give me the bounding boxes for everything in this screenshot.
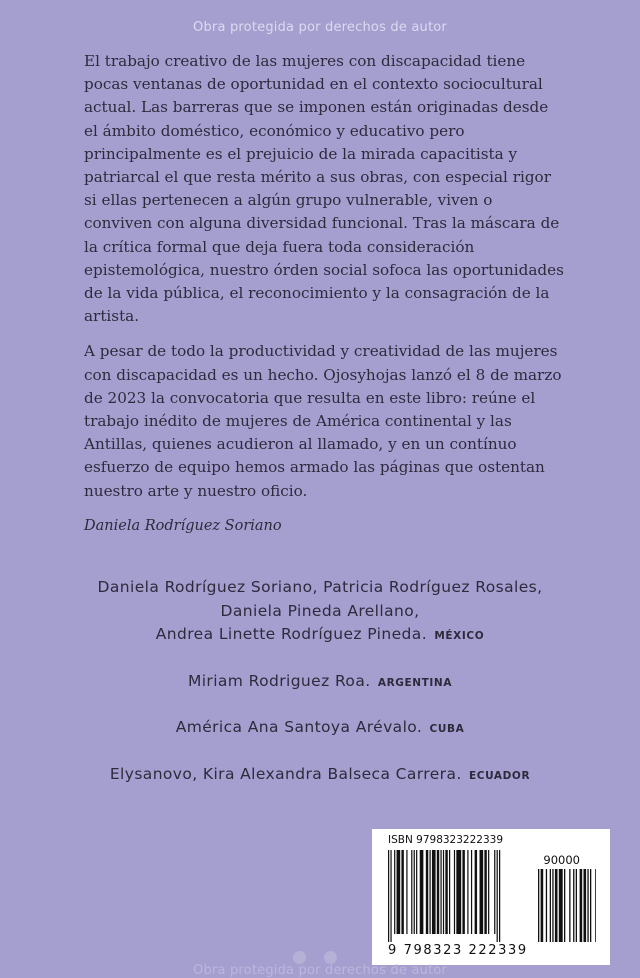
barcode-bar <box>401 850 403 934</box>
barcode-bar <box>584 869 587 942</box>
barcode-bar <box>426 850 428 934</box>
author-line <box>0 763 640 789</box>
barcode-bar <box>541 869 544 942</box>
author-name: Elysanovo, Kira Alexandra Balseca Carrera. <box>109 764 462 783</box>
watermark-top: Obra protegida por derechos de autor <box>193 20 447 35</box>
author-group-cuba <box>0 716 640 742</box>
isbn-label: ISBN 9798323222339 <box>388 834 504 846</box>
barcode-bar <box>471 850 472 934</box>
isbn-barcode <box>372 829 610 965</box>
barcode-bar <box>576 869 577 942</box>
barcode-bar <box>488 850 489 934</box>
barcode-bar <box>580 869 583 942</box>
barcode-bar <box>440 850 441 934</box>
barcode-bar <box>414 850 415 934</box>
barcode-bar <box>573 869 574 942</box>
barcode-bar <box>467 850 468 934</box>
back-cover-synopsis <box>84 50 564 550</box>
isbn-digits: 9 798323 222339 <box>388 943 528 958</box>
barcode-bar <box>550 869 551 942</box>
price-code: 90000 <box>543 853 580 867</box>
barcode-bars <box>388 850 528 942</box>
barcode-bar <box>497 850 498 942</box>
barcode-bar <box>590 869 591 942</box>
barcode-bar <box>394 850 395 934</box>
barcode-bar <box>569 869 570 942</box>
author-line: Daniela Rodríguez Soriano, Patricia Rodríguez Rosales, <box>97 578 543 596</box>
barcode-bar <box>595 869 596 942</box>
barcode-bar <box>454 850 455 934</box>
barcode-bar <box>462 850 464 934</box>
author-group-argentina <box>0 670 640 696</box>
barcode-bar <box>456 850 461 934</box>
author-line <box>0 716 640 742</box>
barcode-addon-bars <box>538 869 596 942</box>
barcode-bar <box>437 850 439 934</box>
country-label: ARGENTINA <box>377 676 453 689</box>
barcode-bar <box>445 850 447 934</box>
barcode-bar <box>449 850 450 934</box>
barcode-bar <box>397 850 401 934</box>
synopsis-signature: Daniela Rodríguez Soriano <box>84 517 282 534</box>
author-line <box>0 623 640 649</box>
author-line: Daniela Pineda Arellano, <box>220 601 420 620</box>
author-name: América Ana Santoya Arévalo. <box>175 718 423 736</box>
barcode-bar <box>480 850 484 934</box>
author-group-ecuador <box>0 763 640 789</box>
synopsis-paragraph-2: A pesar de todo la productividad y creatividad de las mujeres con discapacidad es un hecho. Ojosyhojas lanzó el 8 de marzo de 2023 la convocatoria que resulta en este libro: reúne el trabajo inédito de mujeres de América continental y las Antillas, quienes acudieron al llamado, y en un contínuo esfuerzo de equipo hemos armado las páginas que ostentan nuestro arte y nuestro oficio. <box>84 342 562 500</box>
barcode-bar <box>406 850 407 934</box>
author-line <box>0 670 640 696</box>
barcode-bar <box>475 850 477 934</box>
barcode-bar <box>499 850 500 942</box>
barcode-bar <box>546 869 547 942</box>
country-label: ECUADOR <box>469 769 531 782</box>
barcode-bar <box>587 869 588 942</box>
author-list <box>0 576 640 809</box>
barcode-bar <box>494 850 495 934</box>
barcode-bar <box>388 850 389 942</box>
author-name: Miriam Rodriguez Roa. <box>187 671 371 690</box>
country-label: CUBA <box>429 723 465 735</box>
barcode-bar <box>390 850 391 942</box>
watermark-bottom: Obra protegida por derechos de autor <box>193 963 447 978</box>
barcode-bar <box>443 850 444 934</box>
barcode-bar <box>552 869 553 942</box>
synopsis-paragraph-1: El trabajo creativo de las mujeres con discapacidad tiene pocas ventanas de oportunidad en el contexto sociocultural actual. Las barreras que se imponen están originadas desde el ámbito doméstico, económico y educativo pero principalmente es el prejuicio de la mirada capacitista y patriarcal el que resta mérito a sus obras, con especial rigor si ellas pertenecen a algún grupo vulnerable, viven o conviven con alguna diversidad funcional. Tras la máscara de la crítica formal que deja fuera toda consideración epistemológica, nuestro órden social sofoca las oportunidades de la vida pública, el reconocimiento y la consagración de la artista. <box>84 52 564 326</box>
author-name: Andrea Linette Rodríguez Pineda. <box>155 625 428 643</box>
barcode-bar <box>564 869 565 942</box>
barcode-bar <box>559 869 563 942</box>
barcode-bar <box>538 869 539 942</box>
barcode-bar <box>555 869 558 942</box>
barcode-bar <box>484 850 486 934</box>
barcode-bar <box>432 850 436 934</box>
barcode-bar <box>411 850 412 934</box>
author-group-mexico <box>0 576 640 649</box>
barcode-bar <box>420 850 424 934</box>
barcode-bar <box>416 850 417 934</box>
country-label: MÉXICO <box>434 630 485 642</box>
barcode-bar <box>429 850 430 934</box>
